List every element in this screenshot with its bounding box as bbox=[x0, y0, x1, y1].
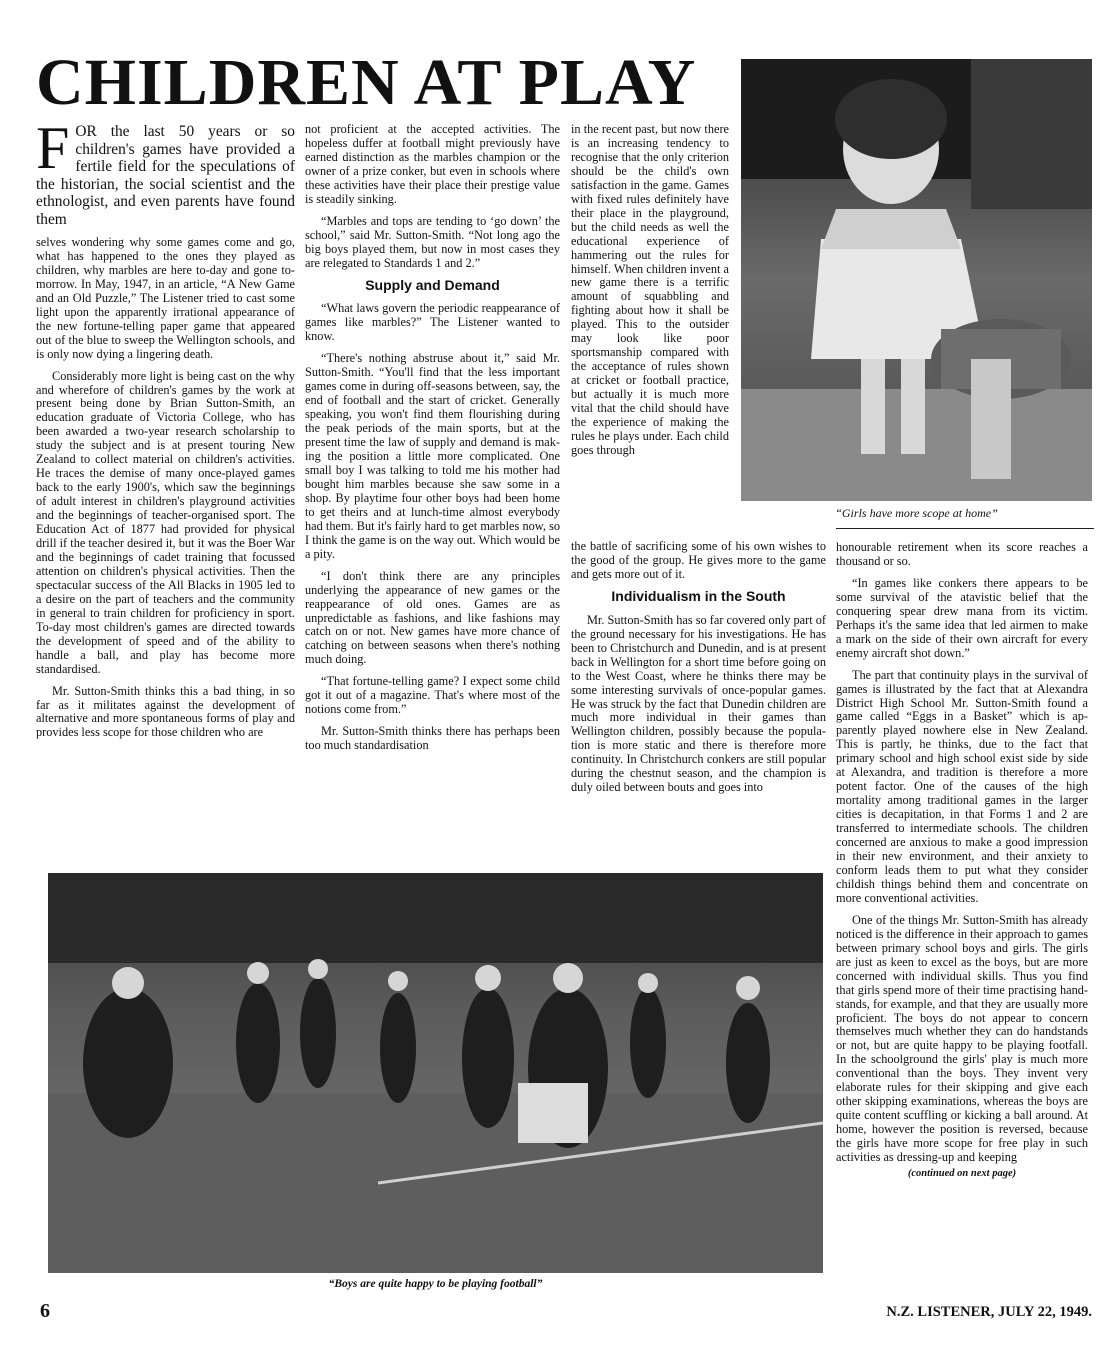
paragraph: The part that continuity plays in the survival of games is illustrated by the fact that at Alexandra District High School Mr. Sutton-Smith found a game called “Eggs in a Basket” which is apparently played nowhere else in New Zealand. This is partly, he thinks, due to the fact that primary school and high school exist side by side at Alexandra, and tradition is therefore a more potent factor. One of the causes of the high mortality among traditional games in the larger cities is decapitation, in that Forms 1 and 2 are transferred to intermediate schools. The children concerned are anxious to make a good impression in their new environment, and their anxiety to conform leads them to put what they consider childish things behind them and concentrate on more conventional activities. bbox=[836, 667, 1088, 905]
paragraph: Considerably more light is being cast on the why and wherefore of children's games by the work at present being done by Brian Sutton-Smith, an education graduate of Victoria College, who has been awarded a two-year research scholarship to study the subject and is at present touring New Zealand to collect material on children's activities. He traces the demise of many once-played games back to the early 1900's, which saw the beginnings of adult interest in children's playground activities and the beginnings of teacher-organised sport. The Education Act of 1877 had provided for physical drill if the teacher desired it, but it was the Boer War and the beginnings of cadet training that focussed attention on children's physical activities. Then the spectacular success of the All Blacks in 1905 led to a desire on the part of teachers and the community in general to train children for proficiency in sport. To-day most children's games are directed towards the development of speed and of the ability to handle a ball, and play has become more standardised. bbox=[36, 368, 295, 676]
divider-rule bbox=[836, 528, 1094, 529]
paragraph: “There's nothing abstruse about it,” said Mr. Sutton-Smith. “You'll find that the less important games come in during off-seasons between, say, the end of football and the start of cricket. Generally speaking, you won't find them flourishing during the peak periods of the main sports, but at the present time the law of supply and demand is making the position a little more complicated. One small boy I was talking to told me his mother had bought him marbles because she saw some in a shop. By playtime four other boys had been home to get theirs and at lunch-time almost everybody had them. But it's fairly hard to get marbles now, so I think the game is on the way out. Which would be a pity. bbox=[305, 351, 560, 561]
paragraph: not proficient at the accepted activities. The hopeless duffer at football might previously have earned distinction as the marbles champion or the owner of a prize conker, but even in schools where these activities have their place their prestige value is steadily sinking. bbox=[305, 123, 560, 206]
paragraph: “Marbles and tops are tending to ‘go down’ the school,” said Mr. Sutton-Smith. “Not long ago the big boys played them, but now in most cases they are relegated to Standards 1 and 2.” bbox=[305, 213, 560, 270]
subhead-supply-demand: Supply and Demand bbox=[365, 276, 500, 293]
paragraph: Mr. Sutton-Smith thinks this a bad thing, in so far as it militates against the development of alternative and more spontaneous forms of play and provides less scope for those children who are bbox=[36, 683, 295, 740]
headline: CHILDREN AT PLAY bbox=[36, 46, 697, 119]
article-column-3 bbox=[571, 123, 729, 543]
article-column-3-continued bbox=[571, 540, 826, 865]
photo-girl-playing bbox=[741, 59, 1092, 501]
paragraph: One of the things Mr. Sutton-Smith has already noticed is the difference in their approach to games between primary school boys and girls. The girls are just as keen to excel as the boys, but are more concerned with individual skills. Thus you find that girls spend more of their time practising handstands, for example, and that they are usually more proficient. The boys do not appear to concern themselves much whether they can do handstands or not, but are quite happy to be playing footfall. In the schoolground the girls' play is much more conventional than the boys. They invent very elaborate rules for their skipping and give each other skipping examinations, whereas the boys are quite content scuffling or kicking a ball around. At home, however the position is reversed, because the girls have more scope for free play in such activities as dressing-up and keeping bbox=[836, 912, 1088, 1165]
caption-boys: “Boys are quite happy to be playing football” bbox=[328, 1278, 543, 1290]
paragraph: in the recent past, but now there is an increasing tendency to recognise that the only criterion should be the child's own satisfaction in the game. Games with fixed rules definitely have their place in the playground, but the child needs as well the educational experience of hammering out the rules for himself. When children invent a new game there is a terrific amount of squabbling and fighting about how it shall be played. This to the outsider may look like poor sportsmanship compared with the acceptance of rules shown at cricket or football practice, but actually it is much more vital that the child should have the experience of making the rules he plays under. Each child goes through bbox=[571, 123, 729, 457]
drop-cap: F bbox=[36, 123, 70, 181]
paragraph: “What laws govern the periodic reappearance of games like marbles?” The Listener wanted to know. bbox=[305, 301, 560, 344]
paragraph: “In games like conkers there appears to be some survival of the atavistic belief that the conquering spear drew mana from its victim. Perhaps it's the same idea that led airmen to make a mark on the side of their own aircraft for every enemy aircraft shot down.” bbox=[836, 575, 1088, 660]
article-column-2 bbox=[305, 123, 560, 863]
paragraph: “That fortune-telling game? I expect some child got it out of a magazine. That's where most of the notions come from.” bbox=[305, 674, 560, 717]
boys-photo-image bbox=[48, 873, 823, 1273]
article-column-1 bbox=[36, 123, 295, 863]
photo-boys-football bbox=[48, 873, 823, 1273]
paragraph: Mr. Sutton-Smith thinks there has perhaps been too much standardisation bbox=[305, 724, 560, 753]
page-number: 6 bbox=[40, 1300, 50, 1322]
publication-line: N.Z. LISTENER, JULY 22, 1949. bbox=[886, 1304, 1092, 1320]
paragraph: the battle of sacrificing some of his own wishes to the good of the group. He gives more to the game and gets more out of it. bbox=[571, 540, 826, 581]
paragraph: Mr. Sutton-Smith has so far covered only part of the ground necessary for his investigations. He has been to Christchurch and Dunedin, and is at present back in Wellington for a short time before going on to the West Coast, where he thinks there may be some interesting survivals of once-popular games. He was struck by the fact that Dunedin children are much more individual in their games than Wellington children, possibly because the population is more static and there is therefore more continuity. In Christchurch conkers are still popular during the chestnut season, and the champion is duly oiled between bouts and goes into bbox=[571, 612, 826, 795]
girl-photo-image bbox=[741, 59, 1092, 501]
subhead-individualism: Individualism in the South bbox=[611, 587, 786, 604]
caption-girl: “Girls have more scope at home” bbox=[835, 506, 998, 520]
intro-paragraph: FOR the last 50 years or so children's games have provided a fertile field for the speculations of the historian, the social scientist and the ethnologist, and even parents have found them bbox=[36, 123, 295, 228]
paragraph: selves wondering why some games come and go, what has happened to the ones they played as children, why marbles are here to-day and gone to-morrow. In May, 1947, in an article, “A New Game and an Old Puzzle,” The Listener tried to cast some light upon the apparently irrational appearance of the new fortune-telling paper game that appeared out of the blue to sweep the Wellington schools, and is only now dying a lingering death. bbox=[36, 235, 295, 361]
paragraph: honourable retirement when its score reaches a thousand or so. bbox=[836, 541, 1088, 568]
article-column-4 bbox=[836, 541, 1088, 1293]
continued-note: (continued on next page) bbox=[907, 1167, 1017, 1179]
paragraph: “I don't think there are any principles underlying the appearance of new games or the reappearance of old ones. Games are as unpredictable as fashions, and like fashions may catch on or not. New games have more chance of catching on between seasons when there's nothing much doing. bbox=[305, 568, 560, 667]
